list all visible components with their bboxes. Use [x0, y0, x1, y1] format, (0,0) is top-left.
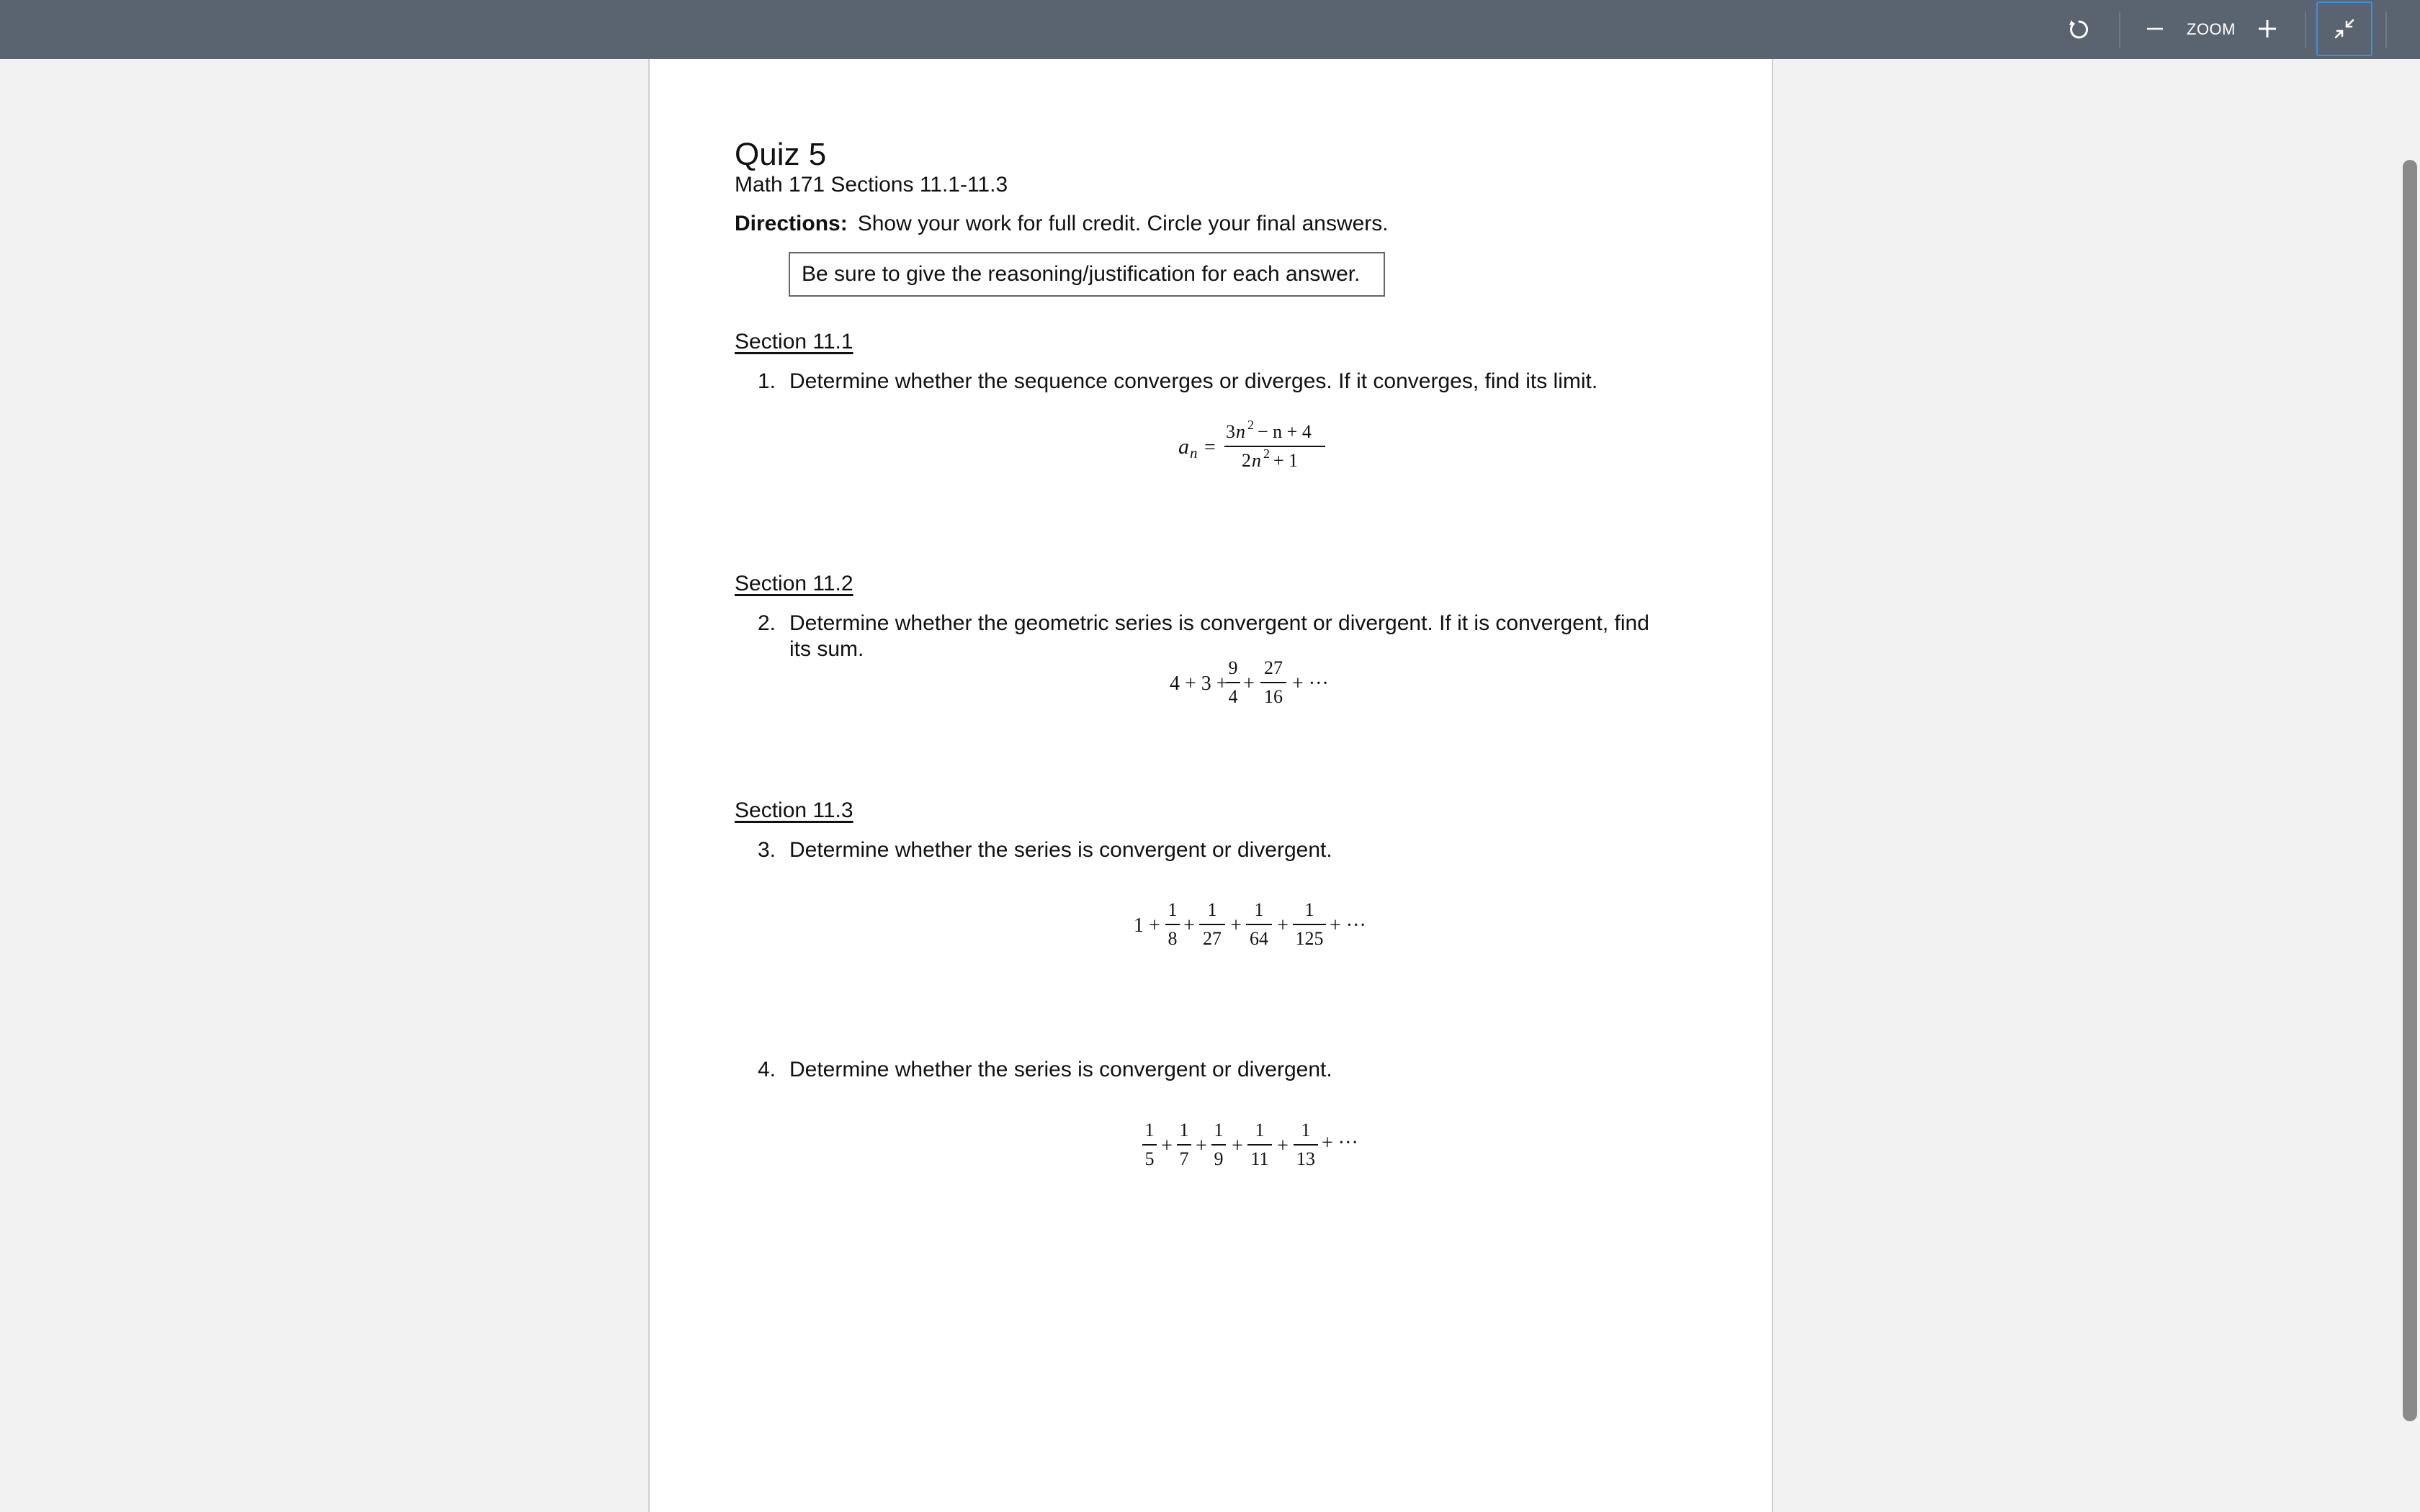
zoom-in-button[interactable]	[2253, 14, 2282, 43]
fraction-den: 5	[1144, 1148, 1155, 1169]
fraction-num: 1	[1301, 1120, 1311, 1140]
zoom-label: ZOOM	[2187, 20, 2236, 38]
plus-icon	[2257, 19, 2277, 39]
refresh-button[interactable]	[2061, 12, 2097, 48]
question-text: Determine whether the sequence converges or diverges. If it converges, find its limit.	[789, 369, 1598, 393]
reasoning-note-box: Be sure to give the reasoning/justification for each answer.	[789, 252, 1385, 297]
fraction-num: 1	[1207, 899, 1217, 920]
fraction-num: 9	[1228, 657, 1238, 678]
formula-plus: +	[1277, 914, 1289, 937]
fraction-num: 1	[1179, 1120, 1189, 1140]
question-number: 3.	[758, 838, 776, 862]
directions-label: Directions:	[735, 212, 848, 235]
toolbar-separator	[2119, 12, 2120, 48]
formula-lead: 1 +	[1134, 914, 1160, 937]
fraction-den: 125	[1295, 928, 1324, 949]
formula-plus: +	[1161, 1135, 1173, 1157]
fraction-den: 64	[1250, 928, 1268, 949]
question-text: Determine whether the series is convergent or divergent.	[789, 1058, 1332, 1081]
directions	[735, 212, 1389, 236]
fraction-den: 9	[1214, 1148, 1224, 1169]
exit-fullscreen-button[interactable]	[2316, 1, 2372, 56]
viewer-toolbar	[0, 0, 2420, 59]
fraction-den: 13	[1296, 1148, 1315, 1169]
formula-plus: +	[1230, 914, 1242, 937]
fraction-num: 1	[1214, 1120, 1224, 1140]
question-1	[758, 369, 1597, 394]
question-text: Determine whether the series is convergent or divergent.	[789, 838, 1332, 862]
formula-lhs-sub: n	[1190, 444, 1198, 462]
minus-icon	[2146, 19, 2164, 38]
zoom-out-button[interactable]	[2141, 14, 2169, 43]
formula-num-rest: − n + 4	[1258, 421, 1312, 442]
formula-num-coef: 3	[1226, 421, 1235, 442]
fraction-num: 1	[1254, 899, 1264, 920]
formula-den-var: n	[1252, 450, 1261, 471]
formula-4	[1116, 1112, 1376, 1176]
toolbar-separator	[2385, 12, 2387, 48]
fraction-num: 1	[1304, 899, 1314, 920]
toolbar-separator	[2305, 12, 2306, 48]
formula-1	[1160, 412, 1332, 477]
formula-plus: +	[1183, 914, 1195, 937]
section-heading: Section 11.2	[735, 572, 853, 595]
fraction-num: 1	[1168, 899, 1178, 920]
question-3	[758, 838, 1332, 863]
fraction-den: 11	[1250, 1148, 1269, 1169]
question-4	[758, 1058, 1332, 1082]
fraction-num: 1	[1255, 1120, 1265, 1140]
page-subtitle: Math 171 Sections 11.1-11.3	[735, 173, 1008, 197]
formula-den-exp: 2	[1263, 446, 1270, 461]
question-number: 2.	[758, 611, 776, 635]
formula-num-exp: 2	[1247, 418, 1254, 432]
page-title: Quiz 5	[735, 137, 827, 172]
formula-2	[1152, 649, 1354, 714]
formula-3	[1116, 891, 1376, 956]
formula-plus: +	[1196, 1135, 1207, 1157]
formula-tail: + ···	[1322, 1132, 1358, 1154]
directions-text: Show your work for full credit. Circle your final answers.	[857, 212, 1389, 235]
question-number: 4.	[758, 1058, 776, 1081]
question-text: Determine whether the geometric series is convergent or divergent. If it is convergent, find	[789, 611, 1649, 635]
formula-den-coef: 2	[1242, 450, 1251, 471]
question-2	[758, 611, 1649, 636]
question-number: 1.	[758, 369, 776, 393]
question-2-continued: its sum.	[789, 637, 864, 661]
fraction-den: 4	[1228, 686, 1238, 707]
fraction-den: 7	[1179, 1148, 1189, 1169]
fraction-den: 27	[1203, 928, 1222, 949]
formula-tail: + ···	[1292, 672, 1329, 695]
scrollbar-thumb[interactable]	[2403, 160, 2417, 1421]
fraction-den: 8	[1168, 928, 1178, 949]
formula-den-rest: + 1	[1273, 450, 1299, 471]
section-heading: Section 11.3	[735, 798, 853, 822]
formula-lead: 4 + 3 +	[1170, 672, 1228, 695]
fraction-den: 16	[1264, 686, 1283, 707]
formula-plus: +	[1243, 672, 1255, 695]
formula-plus: +	[1232, 1135, 1243, 1157]
formula-equals: =	[1204, 436, 1216, 459]
section-heading: Section 11.1	[735, 330, 853, 354]
collapse-icon	[2333, 17, 2356, 40]
refresh-icon	[2067, 17, 2092, 42]
fraction-num: 27	[1264, 657, 1283, 678]
fraction-num: 1	[1144, 1120, 1155, 1140]
formula-num-var: n	[1236, 421, 1245, 442]
formula-plus: +	[1277, 1135, 1289, 1157]
formula-tail: + ···	[1330, 914, 1366, 937]
formula-lhs: a	[1178, 435, 1189, 459]
